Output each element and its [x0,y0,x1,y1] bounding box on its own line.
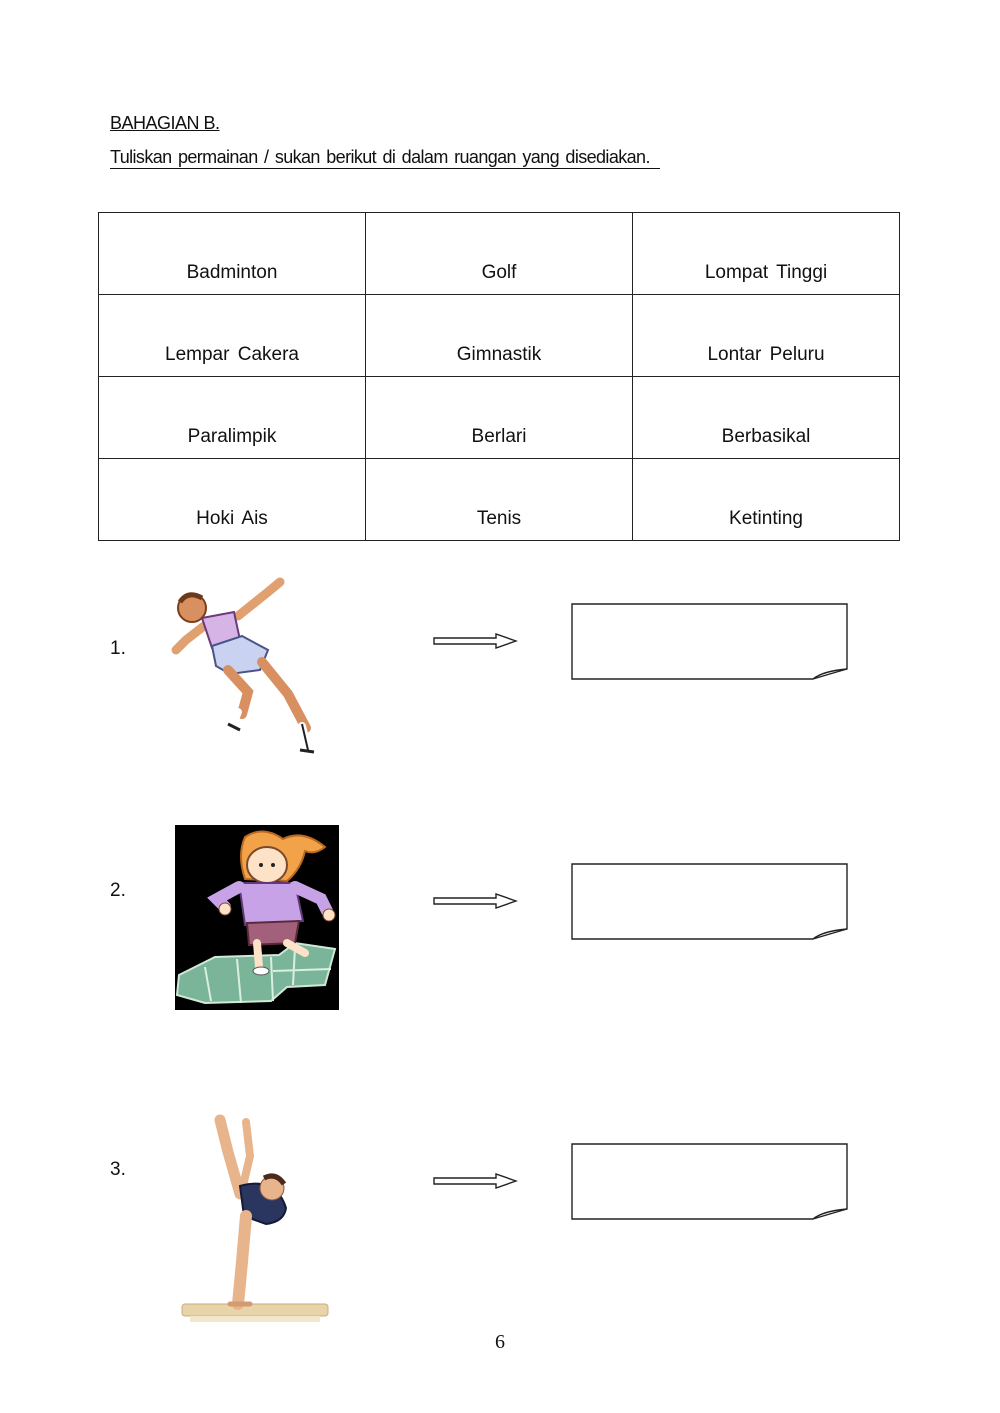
table-row [99,377,900,459]
arrow-right-icon [432,893,518,909]
word-cell: Badminton [99,213,366,295]
word-cell: Lempar Cakera [99,295,366,377]
word-cell: Paralimpik [99,377,366,459]
word-cell: Tenis [366,459,633,541]
arrow-right-icon [432,633,518,649]
answer-input[interactable] [581,621,825,659]
answer-input[interactable] [581,1161,825,1199]
word-cell: Berlari [366,377,633,459]
question-number: 2. [110,880,126,901]
answer-input[interactable] [581,881,825,919]
answer-box[interactable] [571,603,849,681]
table-row [99,213,900,295]
answer-box[interactable] [571,863,849,941]
word-bank-table [98,212,900,541]
word-cell: Gimnastik [366,295,633,377]
runner-icon [168,574,320,756]
section-title: BAHAGIAN B. [110,113,220,133]
word-cell: Berbasikal [633,377,900,459]
instruction-text: Tuliskan permainan / sukan berikut di dalam ruangan yang disediakan. [110,146,660,169]
answer-box[interactable] [571,1143,849,1221]
question-number: 3. [110,1159,126,1180]
word-cell: Hoki Ais [99,459,366,541]
gymnast-icon [180,1112,330,1328]
arrow-right-icon [432,1173,518,1189]
table-row [99,295,900,377]
question-number: 1. [110,638,126,659]
word-cell: Lontar Peluru [633,295,900,377]
hopscotch-girl-icon [175,825,339,1010]
table-row [99,459,900,541]
word-cell: Golf [366,213,633,295]
word-cell: Ketinting [633,459,900,541]
page-number: 6 [495,1331,505,1353]
word-cell: Lompat Tinggi [633,213,900,295]
